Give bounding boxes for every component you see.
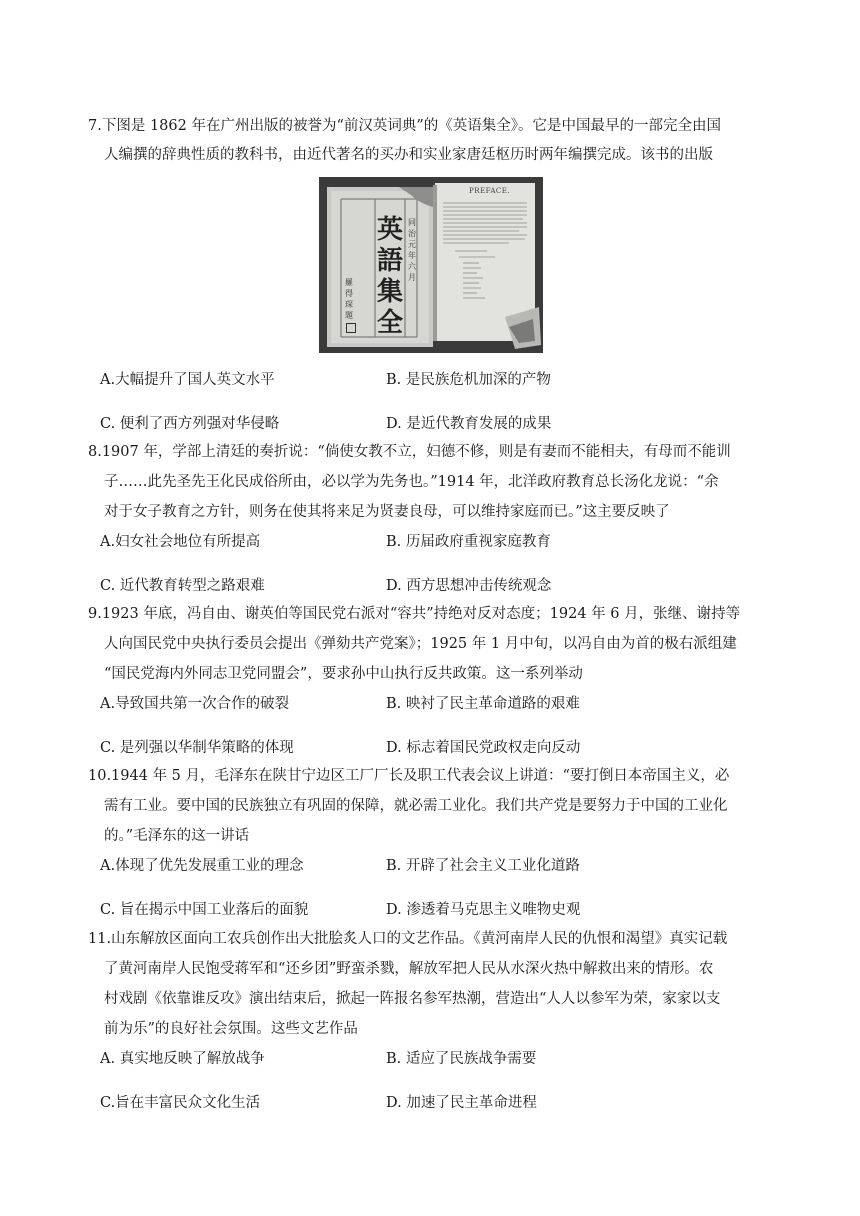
q7-stem-line2: 人编撰的辞典性质的教科书，由近代著名的买办和实业家唐廷枢历时两年编撰完成。该书的出版 [104, 147, 713, 163]
q8-option-a: A.妇女社会地位有所提高 [100, 534, 261, 550]
q8-stem-line1: 8.1907 年，学部上清廷的奏折说：“倘使女教不立，妇德不修，则是有妻而不能相夫，有母而不能训 [88, 444, 731, 460]
q8-stem-line2: 子……此先圣先王化民成俗所由，必以学为先务也。”1914 年，北洋政府教育总长汤化龙说：“余 [104, 474, 719, 490]
q8-option-c: C. 近代教育转型之路艰难 [100, 578, 265, 594]
q9-stem-line3: “国民党海内外同志卫党同盟会”，要求孙中山执行反共政策。这一系列举动 [104, 666, 583, 682]
q11-stem-line3: 村戏剧《依靠谁反攻》演出结束后，掀起一阵报名参军热潮，营造出“人人以参军为荣，家家以支 [104, 991, 721, 1007]
q9-option-b: B. 映衬了民主革命道路的艰难 [386, 696, 580, 712]
q11-stem-line2: 了黄河南岸人民饱受蒋军和“还乡团”野蛮杀戮，解放军把人民从水深火热中解救出来的情形。农 [104, 961, 714, 977]
q10-stem-line3: 的。”毛泽东的这一讲话 [104, 828, 250, 844]
q10-option-d: D. 渗透着马克思主义唯物史观 [386, 902, 581, 918]
q11-stem-line4: 前为乐”的良好社会氛围。这些文艺作品 [104, 1021, 358, 1037]
q10-option-b: B. 开辟了社会主义工业化道路 [386, 858, 580, 874]
q10-option-a: A.体现了优先发展重工业的理念 [100, 858, 304, 874]
q7-option-b: B. 是民族危机加深的产物 [386, 372, 551, 388]
q11-option-d: D. 加速了民主革命进程 [386, 1095, 537, 1111]
q7-option-a: A.大幅提升了国人英文水平 [100, 372, 275, 388]
q10-stem-line2: 需有工业。要中国的民族独立有巩固的保障，就必需工业化。我们共产党是要努力于中国的工业化 [104, 798, 728, 814]
q8-option-d: D. 西方思想冲击传统观念 [386, 578, 552, 594]
cover-char-1: 英 [376, 215, 403, 245]
q11-stem-line1: 11.山东解放区面向工农兵创作出大批脍炙人口的文艺作品。《黄河南岸人民的仇恨和渴望》真实记载 [88, 931, 728, 947]
q11-option-c: C.旨在丰富民众文化生活 [100, 1095, 261, 1111]
cover-char-3: 集 [376, 277, 403, 307]
cover-char-2: 語 [376, 246, 403, 276]
cover-side-text: 同治元年六月 [408, 218, 416, 282]
cover-char-4: 全 [376, 308, 403, 338]
q8-stem-line3: 对于女子教育之方针，则务在使其将来足为贤妻良母，可以维持家庭而已。”这主要反映了 [104, 504, 670, 520]
preface-text-lines [319, 177, 543, 353]
q9-option-a: A.导致国共第一次合作的破裂 [100, 696, 290, 712]
q9-stem-line2: 人向国民党中央执行委员会提出《弹劾共产党案》；1925 年 1 月中旬，以冯自由为首的极右派组建 [104, 636, 737, 652]
q7-option-d: D. 是近代教育发展的成果 [386, 416, 552, 432]
q10-option-c: C. 旨在揭示中国工业落后的面貌 [100, 902, 309, 918]
q7-stem-line1: 7.下图是 1862 年在广州出版的被誉为“前汉英词典”的《英语集全》。它是中国最早的一部完全由国 [88, 118, 722, 134]
q8-option-b: B. 历届政府重视家庭教育 [386, 534, 551, 550]
preface-heading: PREFACE. [469, 187, 511, 195]
q7-book-photo [319, 177, 543, 353]
q11-option-b: B. 适应了民族战争需要 [386, 1051, 537, 1067]
q7-option-c: C. 便利了西方列强对华侵略 [100, 416, 280, 432]
q9-stem-line1: 9.1923 年底，冯自由、谢英伯等国民党右派对“容共”持绝对反对态度；1924 年 6 月，张继、谢持等 [88, 606, 741, 622]
cover-author-text: 羅得琛題 [345, 278, 353, 320]
q10-stem-line1: 10.1944 年 5 月，毛泽东在陕甘宁边区工厂厂长及职工代表会议上讲道：“要打倒日本帝国主义，必 [88, 768, 730, 784]
q9-option-d: D. 标志着国民党政权走向反动 [386, 740, 581, 756]
q9-option-c: C. 是列强以华制华策略的体现 [100, 740, 294, 756]
q11-option-a: A. 真实地反映了解放战争 [100, 1051, 265, 1067]
